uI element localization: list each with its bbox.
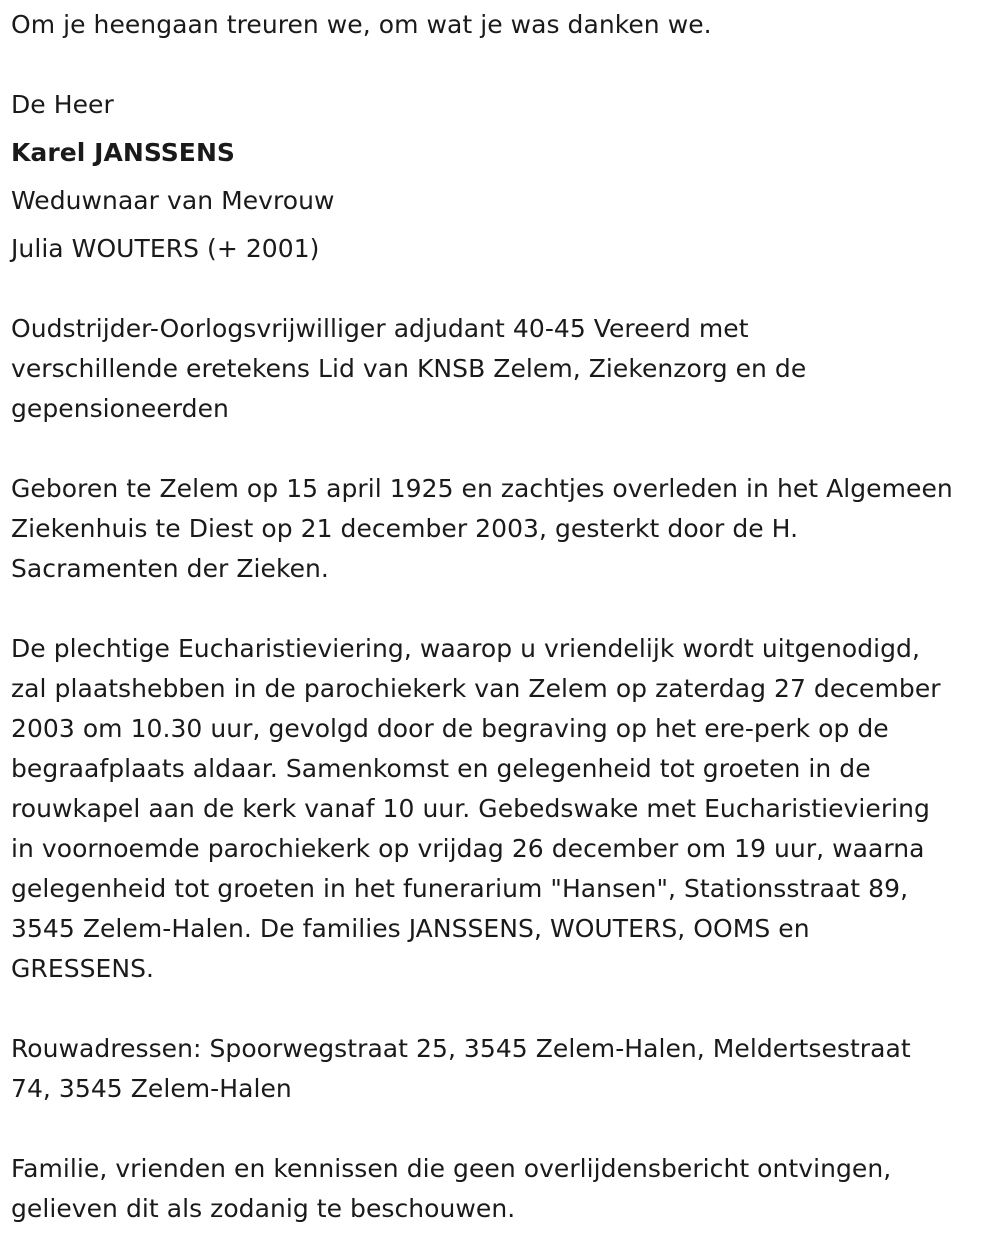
spacer <box>11 589 989 629</box>
text-line: Familie, vrienden en kennissen die geen overlijdensbericht ontvingen, <box>11 1154 892 1183</box>
text-line: Ziekenhuis te Diest op 21 december 2003, gesterkt door de H. <box>11 514 799 543</box>
text-line: rouwkapel aan de kerk vanaf 10 uur. Gebedswake met Eucharistieviering <box>11 794 930 823</box>
text-line: Sacramenten der Zieken. <box>11 554 329 583</box>
text-line: 3545 Zelem-Halen. De families JANSSENS, WOUTERS, OOMS en <box>11 914 810 943</box>
spacer <box>11 45 989 85</box>
text-line: 2003 om 10.30 uur, gevolgd door de begraving op het ere-perk op de <box>11 714 889 743</box>
spacer <box>11 429 989 469</box>
text-line: in voornoemde parochiekerk op vrijdag 26 december om 19 uur, waarna <box>11 834 925 863</box>
intro-verse: Om je heengaan treuren we, om wat je was danken we. <box>11 10 712 39</box>
spouse-name: Julia WOUTERS (+ 2001) <box>11 234 320 263</box>
deceased-name: Karel JANSSENS <box>11 138 235 167</box>
honorific: De Heer <box>11 90 114 119</box>
text-line: GRESSENS. <box>11 954 155 983</box>
text-line: 74, 3545 Zelem-Halen <box>11 1074 292 1103</box>
text-line: Rouwadressen: Spoorwegstraat 25, 3545 Zelem-Halen, Meldertsestraat <box>11 1034 911 1063</box>
text-line: begraafplaats aldaar. Samenkomst en gelegenheid tot groeten in de <box>11 754 871 783</box>
text-line: Geboren te Zelem op 15 april 1925 en zachtjes overleden in het Algemeen <box>11 474 953 503</box>
addresses-paragraph <box>11 1029 989 1109</box>
birth-death-paragraph <box>11 469 989 589</box>
text-line: Oudstrijder-Oorlogsvrijwilliger adjudant 40-45 Vereerd met <box>11 314 749 343</box>
spouse-title: Weduwnaar van Mevrouw <box>11 186 335 215</box>
ceremony-paragraph <box>11 629 989 989</box>
spacer <box>11 989 989 1029</box>
honors-paragraph <box>11 309 989 429</box>
text-line: gelegenheid tot groeten in het funerarium "Hansen", Stationsstraat 89, <box>11 874 909 903</box>
text-line: zal plaatshebben in de parochiekerk van Zelem op zaterdag 27 december <box>11 674 941 703</box>
spacer <box>11 1109 989 1149</box>
closing-paragraph <box>11 1149 989 1229</box>
spacer <box>11 269 989 309</box>
text-line: De plechtige Eucharistieviering, waarop u vriendelijk wordt uitgenodigd, <box>11 634 920 663</box>
text-line: gelieven dit als zodanig te beschouwen. <box>11 1194 516 1223</box>
text-line: gepensioneerden <box>11 394 229 423</box>
text-line: verschillende eretekens Lid van KNSB Zelem, Ziekenzorg en de <box>11 354 807 383</box>
